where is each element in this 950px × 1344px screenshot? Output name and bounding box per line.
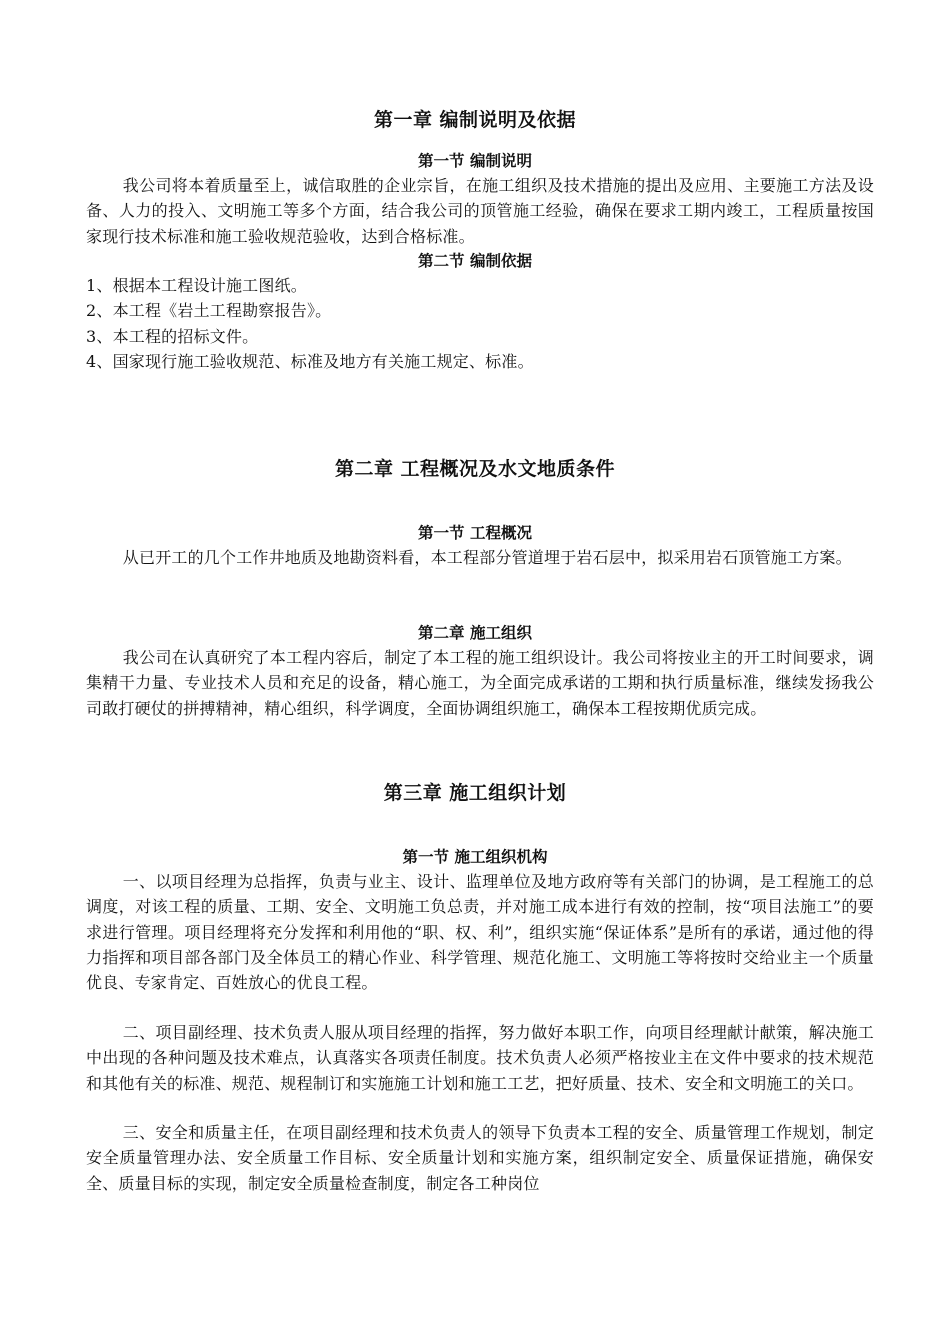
chapter-2-section-1-title: 第一节 工程概况 [418, 524, 532, 542]
list-item: 1、根据本工程设计施工图纸。 [86, 276, 307, 295]
chapter-3-paragraph-3: 三、安全和质量主任，在项目副经理和技术负责人的领导下负责本工程的安全、质量管理工作规划，制定安全质量管理办法、安全质量工作目标、安全质量计划和实施方案，组织制定安全、质量保证措施，确保安全、质量目标的实现，制定安全质量检查制度，制定各工种岗位 [86, 1123, 874, 1193]
chapter-3-paragraph-2: 二、项目副经理、技术负责人服从项目经理的指挥，努力做好本职工作，向项目经理献计献策，解决施工中出现的各种问题及技术难点，认真落实各项责任制度。技术负责人必须严格按业主在文件中要求的技术规范和其他有关的标准、规范、规程制订和实施施工计划和施工工艺，把好质量、技术、安全和文明施工的关口。 [86, 1023, 874, 1093]
chapter-3-section-1-title: 第一节 施工组织机构 [402, 848, 548, 866]
list-item: 4、国家现行施工验收规范、标准及地方有关施工规定、标准。 [86, 351, 534, 371]
list-item: 3、本工程的招标文件。 [86, 326, 259, 346]
chapter-1-section-2-title: 第二节 编制依据 [418, 252, 532, 270]
chapter-2-section-2-title: 第二章 施工组织 [418, 624, 532, 642]
chapter-3-paragraph-1: 一、以项目经理为总指挥，负责与业主、设计、监理单位及地方政府等有关部门的协调，是工程施工的总调度，对该工程的质量、工期、安全、文明施工负总责，并对施工成本进行有效的控制，按“项目法施工”的要求进行管理。项目经理将充分发挥和利用他的“职、权、利”，组织实施“保证体系”是所有的承诺，通过他的得力指挥和项目部各部门及全体员工的精心作业、科学管理、规范化施工、文明施工等将按时交给业主一个质量优良、专家肯定、百姓放心的优良工程。 [86, 872, 874, 993]
chapter-1-section-1-paragraph: 我公司将本着质量至上，诚信取胜的企业宗旨，在施工组织及技术措施的提出及应用、主要施工方法及设备、人力的投入、文明施工等多个方面，结合我公司的顶管施工经验，确保在要求工期内竣工，工程质量按国家现行技术标准和施工验收规范验收，达到合格标准。 [86, 176, 874, 246]
chapter-3-title: 第三章 施工组织计划 [383, 782, 567, 804]
chapter-2-section-1-paragraph: 从已开工的几个工作井地质及地勘资料看，本工程部分管道埋于岩石层中，拟采用岩石顶管施工方案。 [122, 548, 852, 567]
chapter-2-section-2-paragraph: 我公司在认真研究了本工程内容后，制定了本工程的施工组织设计。我公司将按业主的开工时间要求，调集精干力量、专业技术人员和充足的设备，精心施工，为全面完成承诺的工期和执行质量标准，继续发扬我公司敢打硬仗的拼搏精神，精心组织，科学调度，全面协调组织施工，确保本工程按期优质完成。 [86, 648, 874, 718]
chapter-1-section-1-title: 第一节 编制说明 [418, 152, 532, 170]
chapter-2-title: 第二章 工程概况及水文地质条件 [334, 458, 616, 480]
list-item: 2、本工程《岩土工程勘察报告》。 [86, 301, 332, 321]
chapter-1-title: 第一章 编制说明及依据 [373, 109, 577, 131]
basis-list [86, 273, 876, 374]
